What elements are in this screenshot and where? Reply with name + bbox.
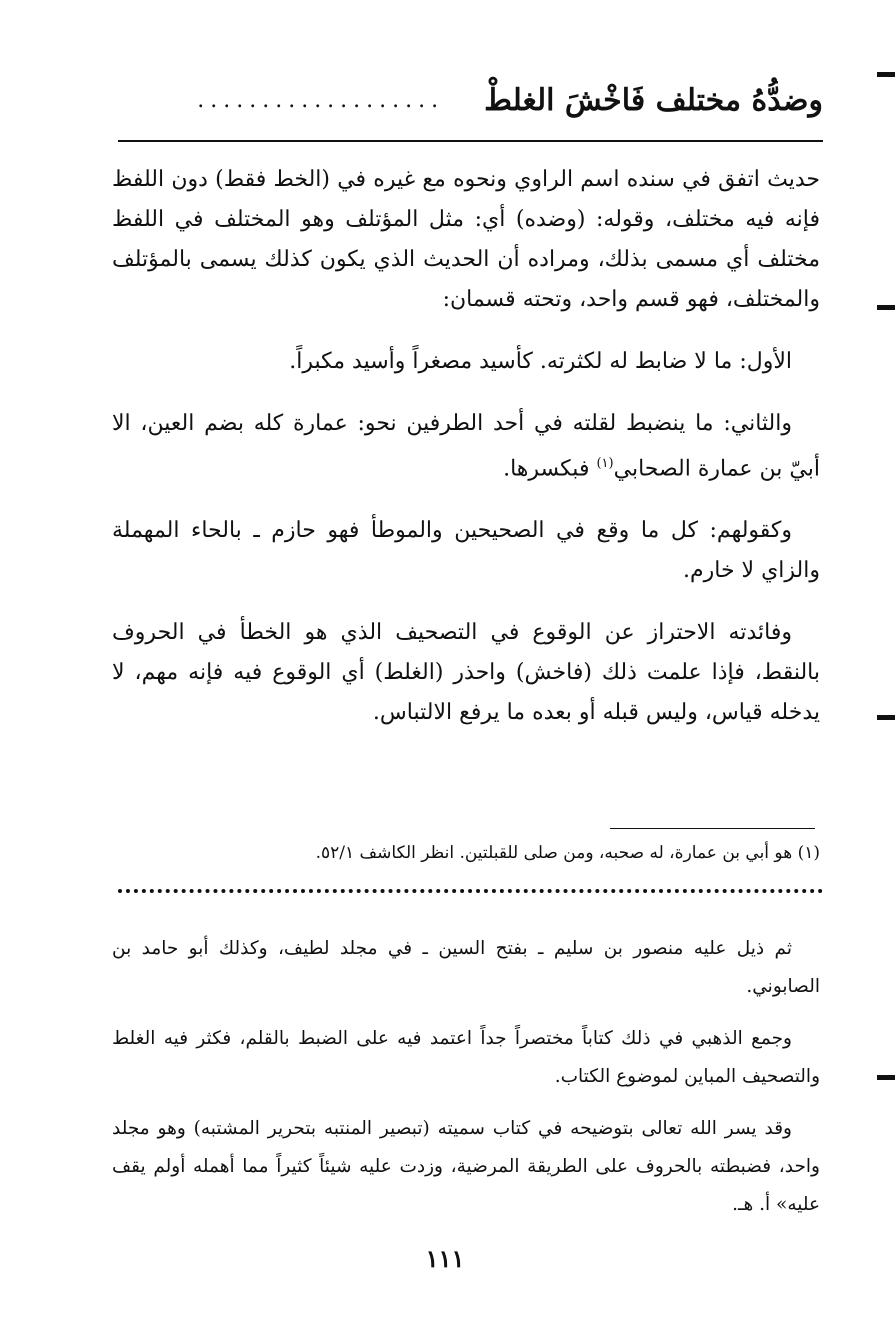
paragraph-3 (112, 404, 820, 489)
running-header (118, 70, 823, 130)
footnote-rule (610, 828, 815, 829)
main-text (112, 160, 820, 755)
edge-mark (877, 72, 895, 77)
commentary-paragraph-1: ثم ذيل عليه منصور بن سليم ـ بفتح السين ـ في مجلد لطيف، وكذلك أبو حامد بن الصابوني. (112, 938, 820, 997)
paragraph-5: وفائدته الاحتراز عن الوقوع في التصحيف الذي هو الخطأ في الحروف بالنقط، فإذا علمت ذلك (فاخش) واحذر (الغلط) أي الوقوع فيه فإنه مهم، لا يدخله قياس، وليس قبله أو بعده ما يرفع الالتباس. (112, 620, 820, 726)
edge-mark (877, 1075, 895, 1080)
paragraph-4: وكقولهم: كل ما وقع في الصحيحين والموطأ فهو حازم ـ بالحاء المهملة والزاي لا خارم. (112, 518, 820, 584)
page-number: ١١١ (425, 1244, 465, 1273)
paragraph-1: حديث اتفق في سنده اسم الراوي ونحوه مع غيره في (الخط فقط) دون اللفظ فإنه فيه مختلف، وقوله: (وضده) أي: مثل المؤتلف وهو المختلف في اللفظ مختلف أي مسمى بذلك، ومراده أن الحديث الذي يكون كذلك يسمى بالمؤتلف والمختلف، فهو قسم واحد، وتحته قسمان: (112, 167, 820, 312)
footnote: (١) هو أبي بن عمارة، له صحبه، ومن صلى للقبلتين. انظر الكاشف ٥٢/١. (315, 843, 820, 863)
paragraph-3-tail: فبكسرها. (503, 456, 597, 482)
commentary-paragraph-2: وجمع الذهبي في ذلك كتاباً مختصراً جداً اعتمد فيه على الضبط بالقلم، فكثر فيه الغلط والتصحيف المباين لموضوع الكتاب. (112, 1028, 820, 1087)
commentary-text (112, 930, 820, 1238)
edge-mark (877, 305, 895, 310)
header-rule (118, 140, 823, 142)
paragraph-2: الأول: ما لا ضابط له لكثرته. كأسيد مصغراً وأسيد مكبراً. (289, 349, 792, 374)
commentary-paragraph-3: وقد يسر الله تعالى بتوضيحه في كتاب سميته (تبصير المنتبه بتحرير المشتبه) وهو مجلد واحد، فضبطته بالحروف على الطريقة المرضية، وزدت عليه شيئاً كثيراً مما أهمله أولم يقف عليه» أ. هـ. (112, 1118, 820, 1215)
edge-mark (877, 715, 895, 720)
header-dots: ................... (197, 87, 445, 113)
paragraph-3-text: والثاني: ما ينضبط لقلته في أحد الطرفين نحو: عمارة كله بضم العين، الا أبيّ بن عمارة الصحابي (112, 411, 820, 482)
dotted-separator (118, 889, 823, 893)
footnote-reference: (١) (596, 456, 614, 471)
header-title: وضدُّهُ مختلف فَاخْشَ الغلطْ (484, 82, 823, 118)
